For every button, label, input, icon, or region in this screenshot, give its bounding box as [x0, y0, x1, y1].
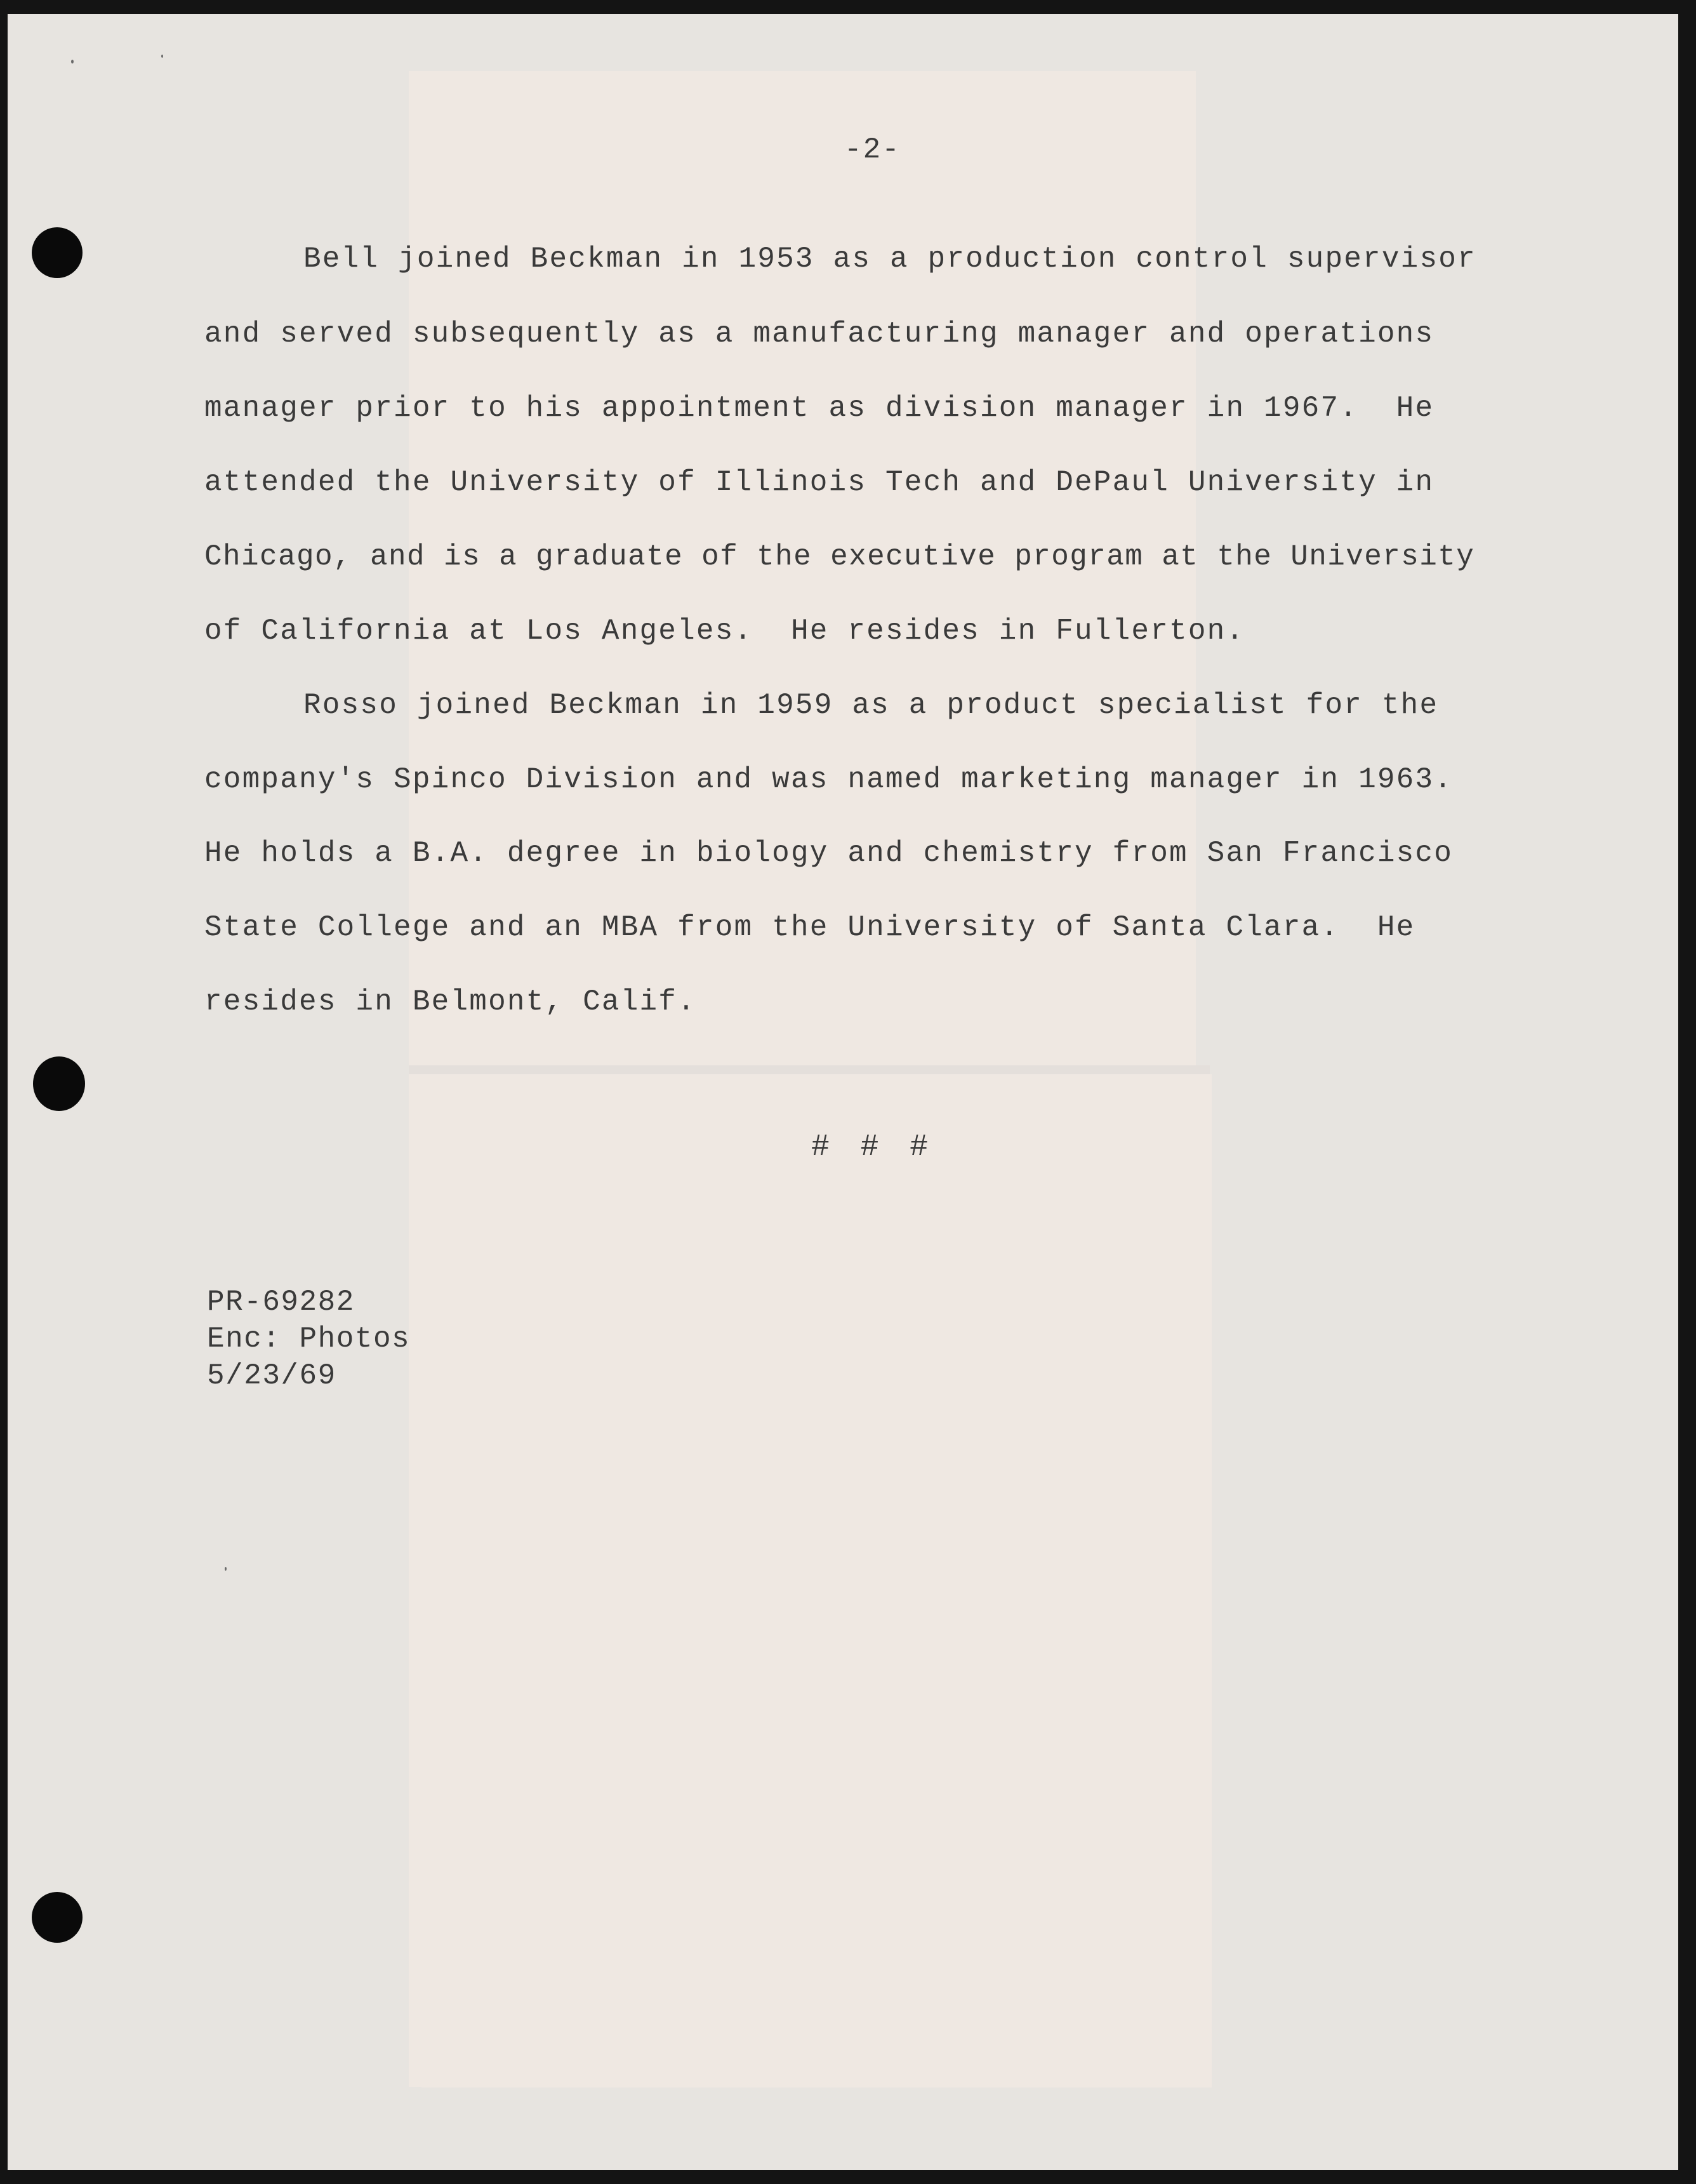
punch-hole-top	[32, 227, 83, 278]
paragraph-line: of California at Los Angeles. He resides in Fullerton.	[204, 615, 1245, 648]
release-date: 5/23/69	[207, 1359, 336, 1392]
paragraph-line: Chicago, and is a graduate of the executive program at the University	[204, 540, 1475, 573]
paragraph-line: attended the University of Illinois Tech and DePaul University in	[204, 466, 1434, 499]
release-number: PR-69282	[207, 1286, 355, 1319]
paragraph-line: and served subsequently as a manufacturing manager and operations	[204, 317, 1434, 350]
paragraph-line: State College and an MBA from the University of Santa Clara. He	[204, 911, 1415, 944]
page-number: -2-	[844, 133, 901, 166]
paper-speck	[161, 55, 163, 58]
paper-panel-lower	[421, 1074, 1212, 2087]
paragraph-line: He holds a B.A. degree in biology and chemistry from San Francisco	[204, 837, 1454, 870]
paper-speck	[71, 60, 74, 63]
punch-hole-bottom	[32, 1892, 83, 1943]
reference-block	[207, 1284, 410, 1394]
paragraph-line: Bell joined Beckman in 1953 as a production control supervisor	[303, 243, 1476, 276]
paper-seam	[409, 1065, 1210, 1074]
paragraph-line: company's Spinco Division and was named marketing manager in 1963.	[204, 763, 1454, 796]
end-mark: # # #	[811, 1130, 935, 1164]
paragraph-line: resides in Belmont, Calif.	[204, 985, 696, 1018]
paragraph-line: manager prior to his appointment as division manager in 1967. He	[204, 392, 1434, 425]
enclosure-note: Enc: Photos	[207, 1322, 411, 1355]
paragraph-line: Rosso joined Beckman in 1959 as a product specialist for the	[303, 689, 1439, 722]
punch-hole-middle	[33, 1056, 85, 1111]
paper-speck	[225, 1567, 227, 1571]
